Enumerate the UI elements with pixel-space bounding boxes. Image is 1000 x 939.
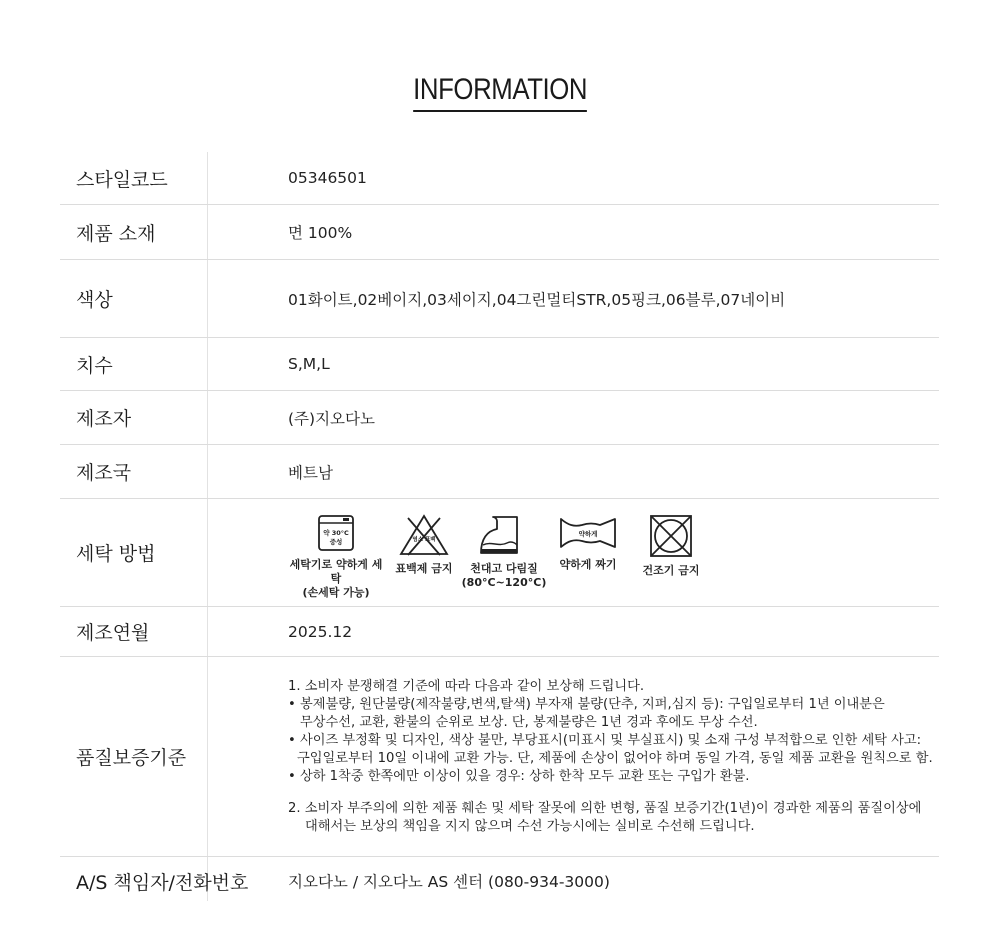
material-label: 제품 소재 <box>76 222 156 245</box>
care-caption: 표백제 금지 <box>395 562 453 575</box>
care-caption-sub: (손세탁 가능) <box>302 586 370 599</box>
table-row <box>60 857 939 905</box>
style-code-label: 스타일코드 <box>76 168 168 191</box>
quality-spacer <box>288 786 939 800</box>
maker-value: (주)지오다노 <box>288 409 375 428</box>
quality-bullet: • 상하 1착중 한쪽에만 이상이 있을 경우: 상하 한착 모두 교환 또는 구입가 환불. <box>288 768 939 786</box>
care-caption-sub: (80°C~120°C) <box>461 576 547 589</box>
color-label: 색상 <box>76 289 113 311</box>
table-row <box>60 338 939 391</box>
wring-text: 약하게 <box>578 530 598 538</box>
no-bleach-icon <box>398 513 450 557</box>
page-title: INFORMATION <box>413 72 587 112</box>
quality-line: 2. 소비자 부주의에 의한 제품 훼손 및 세탁 잘못에 의한 변형, 품질 보증기간(1년)이 경과한 제품의 품질이상에 <box>288 800 922 816</box>
care-item-iron <box>462 513 546 590</box>
table-row <box>60 391 939 445</box>
color-value: 01화이트,02베이지,03세이지,04그린멀티STR,05핑크,06블루,07네이비 <box>288 290 786 309</box>
page-title-wrap <box>0 72 1000 112</box>
country-value: 베트남 <box>288 463 333 482</box>
table-row <box>60 607 939 657</box>
as-label: A/S 책임자/전화번호 <box>76 871 249 894</box>
style-code-value: 05346501 <box>288 169 367 187</box>
bleach-text: 염소 표백 <box>412 537 436 543</box>
care-item-bleach <box>388 513 460 576</box>
care-caption: 약하게 짜기 <box>559 558 617 571</box>
wash-neutral-text: 중성 <box>329 538 343 546</box>
care-caption: 천대고 다림질 <box>470 562 538 575</box>
gentle-wring-icon <box>558 513 618 553</box>
care-caption: 건조기 금지 <box>642 564 700 577</box>
iron-icon <box>477 513 531 557</box>
table-row <box>60 445 939 499</box>
material-value: 면 100% <box>288 224 353 242</box>
table-row <box>60 205 939 260</box>
quality-text <box>268 678 939 836</box>
quality-bullet: • 사이즈 부정확 및 디자인, 색상 불만, 부당표시(미표시 및 부실표시) 및 소재 구성 부적합으로 인한 세탁 사고: <box>288 732 939 750</box>
info-table <box>60 152 939 905</box>
quality-bullet: • 봉제불량, 원단불량(제작불량,변색,탈색) 부자재 불량(단추, 지퍼,심지 등): 구입일로부터 1년 이내분은 <box>288 696 939 714</box>
care-item-dry <box>630 513 712 578</box>
quality-bullet-cont: 구입일로부터 10일 이내에 교환 가능. 단, 제품에 손상이 없어야 하며 동일 가격, 동일 제품 교환을 원칙으로 함. <box>297 750 933 766</box>
table-row <box>60 499 939 607</box>
quality-bullet-cont: 무상수선, 교환, 환불의 순위로 보상. 단, 봉제불량은 1년 경과 후에도 무상 수선. <box>300 714 758 730</box>
quality-line: 1. 소비자 분쟁해결 기준에 따라 다음과 같이 보상해 드립니다. <box>288 678 645 694</box>
care-item-wash <box>286 513 386 600</box>
table-row <box>60 657 939 857</box>
size-label: 치수 <box>76 354 113 377</box>
table-row <box>60 260 939 338</box>
wash-label: 세탁 방법 <box>76 543 156 565</box>
care-item-wring <box>548 513 628 572</box>
wash-tub-icon <box>316 513 356 553</box>
table-row <box>60 152 939 205</box>
quality-label: 품질보증기준 <box>76 747 187 769</box>
care-caption: 세탁기로 약하게 세탁 <box>289 558 383 585</box>
date-label: 제조연월 <box>76 622 150 644</box>
country-label: 제조국 <box>76 462 132 484</box>
size-value: S,M,L <box>288 355 330 373</box>
care-symbols <box>268 499 939 600</box>
no-tumble-dry-icon <box>648 513 694 559</box>
quality-line-cont: 대해서는 보상의 책임을 지지 않으며 수선 가능시에는 실비로 수선해 드립니다. <box>305 818 755 834</box>
date-value: 2025.12 <box>288 622 353 641</box>
wash-temp-text: 약 30°C <box>323 529 349 537</box>
maker-label: 제조자 <box>76 408 132 430</box>
as-value: 지오다노 / 지오다노 AS 센터 (080-934-3000) <box>288 873 610 891</box>
